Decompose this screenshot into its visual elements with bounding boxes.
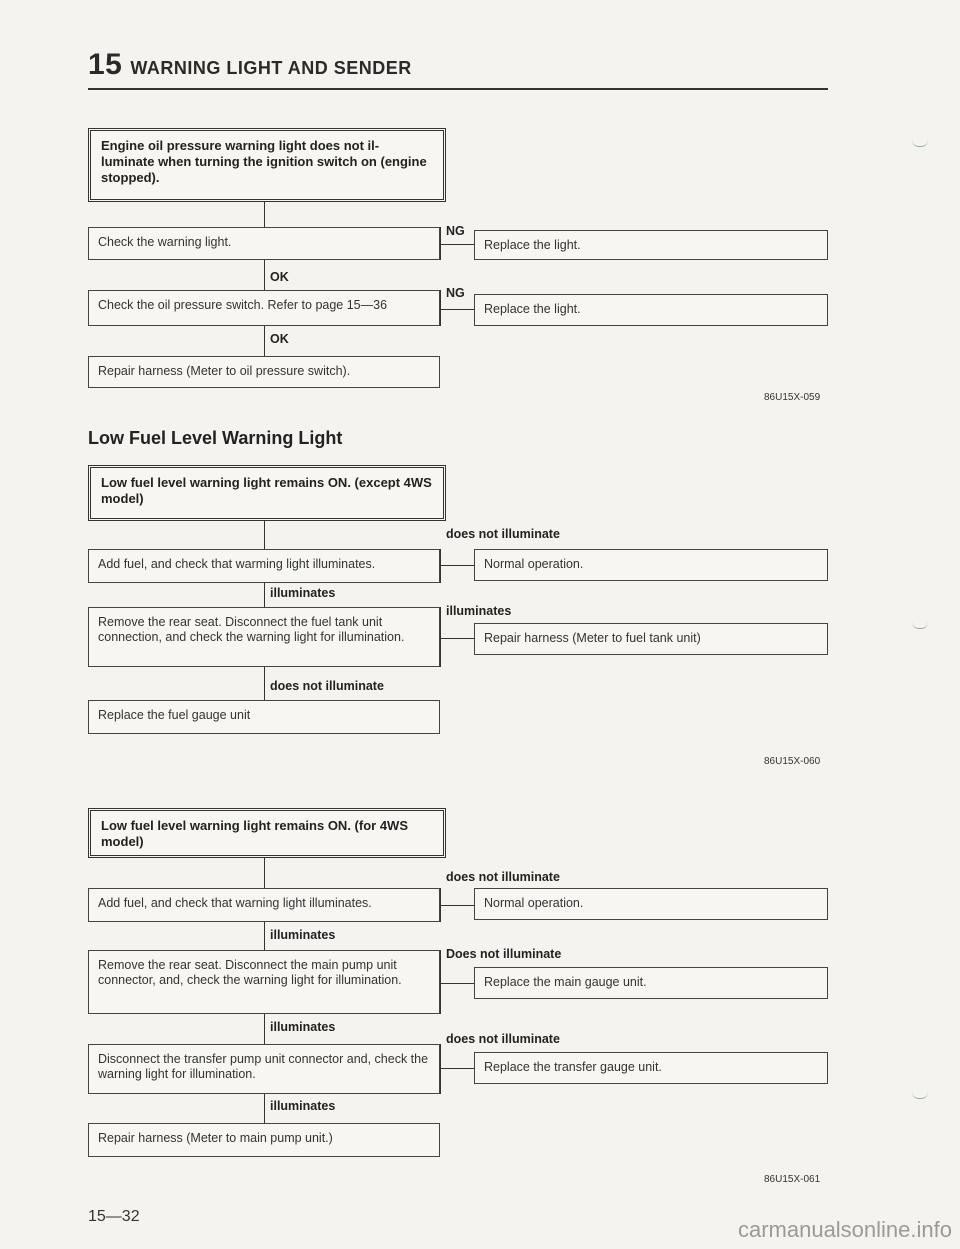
fuel-4ws-step2-box: Remove the rear seat. Disconnect the main pump unit connector, and, check the warning light for illumination. [88, 950, 440, 1014]
connector [440, 905, 474, 906]
fuel-4ws-start-box: Low fuel level warning light remains ON. (for 4WS model) [88, 808, 446, 858]
binding-mark [912, 622, 928, 629]
connector [264, 260, 265, 290]
fuel-4ws-step2-down-label: illuminates [270, 1020, 336, 1034]
fuel-4ws-step3-box: Disconnect the transfer pump unit connector and, check the warning light for illumination. [88, 1044, 440, 1094]
fuel-std-step2-down-label: does not illuminate [270, 679, 384, 693]
oil-step1-ng-action: Replace the light. [474, 230, 828, 260]
fuel-std-step2-branch-label: illuminates [446, 604, 512, 618]
connector [440, 1044, 441, 1094]
oil-start-box: Engine oil pressure warning light does not il- luminate when turning the ignition switch on (engine stopped). [88, 128, 446, 202]
connector [440, 290, 441, 326]
oil-step3-box: Repair harness (Meter to oil pressure switch). [88, 356, 440, 388]
fuel-std-step2-box: Remove the rear seat. Disconnect the fuel tank unit connection, and check the warning light for illumination. [88, 607, 440, 667]
binding-mark [912, 140, 928, 147]
chapter-number: 15 [88, 48, 123, 81]
watermark: carmanualsonline.info [737, 1217, 952, 1242]
oil-step1-ok-label: OK [270, 270, 289, 284]
chapter-title: WARNING LIGHT AND SENDER [130, 58, 412, 78]
connector [264, 1094, 265, 1123]
fuel-std-step1-box: Add fuel, and check that warming light illuminates. [88, 549, 440, 583]
fuel-std-step2-branch-action: Repair harness (Meter to fuel tank unit) [474, 623, 828, 655]
connector [264, 326, 265, 356]
connector [440, 638, 474, 639]
connector [264, 858, 265, 888]
fuel-4ws-step3-branch-label: does not illuminate [446, 1032, 560, 1046]
connector [440, 1068, 474, 1069]
connector [440, 607, 441, 667]
fuel-4ws-step2-branch-action: Replace the main gauge unit. [474, 967, 828, 999]
connector [440, 309, 474, 310]
fuel-4ws-step1-branch-label: does not illuminate [446, 870, 560, 884]
section-title: Low Fuel Level Warning Light [88, 428, 343, 448]
connector [440, 244, 474, 245]
page-title [88, 48, 412, 82]
connector [264, 667, 265, 700]
figure-code: 86U15X-059 [764, 392, 821, 403]
figure-code: 86U15X-060 [764, 756, 821, 767]
connector [440, 565, 474, 566]
figure-code: 86U15X-061 [764, 1174, 821, 1185]
connector [264, 583, 265, 607]
fuel-std-step1-branch-label: does not illuminate [446, 527, 560, 541]
header-rule [88, 88, 828, 90]
connector [440, 950, 441, 1014]
connector [264, 1014, 265, 1044]
connector [440, 549, 441, 583]
connector [264, 202, 265, 227]
oil-step2-ng-action: Replace the light. [474, 294, 828, 326]
oil-step2-ng-label: NG [446, 286, 465, 300]
oil-step2-box: Check the oil pressure switch. Refer to page 15—36 [88, 290, 440, 326]
fuel-4ws-step4-box: Repair harness (Meter to main pump unit.) [88, 1123, 440, 1157]
oil-step1-box: Check the warning light. [88, 227, 440, 260]
fuel-std-start-box: Low fuel level warning light remains ON. (except 4WS model) [88, 465, 446, 521]
fuel-4ws-step1-branch-action: Normal operation. [474, 888, 828, 920]
fuel-4ws-step1-down-label: illuminates [270, 928, 336, 942]
fuel-4ws-step1-box: Add fuel, and check that warning light illuminates. [88, 888, 440, 922]
connector [440, 983, 474, 984]
connector [264, 521, 265, 549]
fuel-std-step1-branch-action: Normal operation. [474, 549, 828, 581]
fuel-4ws-step3-down-label: illuminates [270, 1099, 336, 1113]
binding-mark [912, 1092, 928, 1099]
fuel-4ws-step2-branch-label: Does not illuminate [446, 947, 562, 961]
page-number: 15—32 [88, 1208, 140, 1225]
oil-step1-ng-label: NG [446, 224, 465, 238]
oil-step2-ok-label: OK [270, 332, 289, 346]
fuel-4ws-step3-branch-action: Replace the transfer gauge unit. [474, 1052, 828, 1084]
fuel-std-step1-down-label: illuminates [270, 586, 336, 600]
fuel-std-step3-box: Replace the fuel gauge unit [88, 700, 440, 734]
connector [264, 922, 265, 950]
